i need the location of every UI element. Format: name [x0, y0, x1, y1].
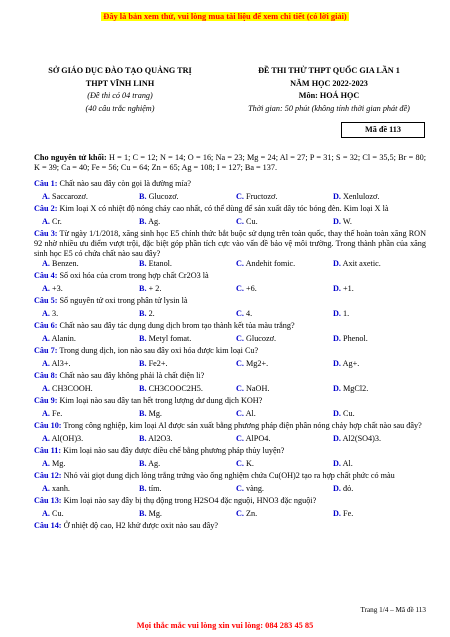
answer-option	[42, 359, 71, 369]
option-letter: B.	[139, 458, 147, 468]
answer-option	[333, 259, 381, 269]
option-letter: B.	[139, 333, 147, 343]
answer-option	[139, 217, 160, 227]
question-text: Ở nhiệt độ cao, H2 khử được oxit nào sau đây?	[61, 521, 218, 531]
answer-option	[236, 409, 256, 419]
option-letter: A.	[42, 508, 50, 518]
department-name: SỞ GIÁO DỤC ĐÀO TẠO QUẢNG TRỊ	[48, 66, 192, 75]
option-letter: C.	[236, 483, 244, 493]
answer-option	[236, 384, 269, 394]
question-text: Chất nào sau đây còn gọi là đường mía?	[57, 179, 192, 188]
option-letter: B.	[139, 283, 147, 293]
option-text: Ag.	[148, 216, 161, 226]
question-6	[34, 321, 426, 334]
answer-option	[236, 509, 257, 519]
option-text: K.	[246, 458, 254, 468]
option-text: Al.	[245, 408, 256, 418]
option-letter: B.	[139, 408, 147, 418]
preview-banner	[0, 12, 450, 22]
question-label: Câu 13:	[34, 496, 62, 506]
option-letter: D.	[333, 283, 341, 293]
option-letter: D.	[333, 483, 341, 493]
option-text: Etanol.	[148, 258, 172, 268]
option-letter: B.	[139, 483, 147, 493]
option-letter: A.	[42, 333, 50, 343]
option-letter: A.	[42, 191, 50, 201]
option-letter: D.	[333, 508, 341, 518]
question-label: Câu 11:	[34, 446, 62, 456]
answer-option	[333, 384, 368, 394]
answer-option	[139, 192, 179, 202]
option-letter: B.	[139, 358, 147, 368]
answer-option	[236, 192, 277, 202]
answer-option	[236, 434, 270, 444]
answer-option	[139, 334, 191, 344]
answer-option	[236, 459, 254, 469]
answer-option	[42, 509, 64, 519]
option-letter: C.	[236, 433, 244, 443]
question-14	[34, 521, 426, 534]
option-text: + 2.	[148, 283, 162, 293]
answer-options	[34, 459, 426, 472]
option-text: Mg.	[52, 458, 66, 468]
option-text: Fe.	[343, 508, 354, 518]
time-limit: Thời gian: 50 phút (không tính thời gian phát đề)	[248, 103, 410, 113]
answer-option	[42, 459, 65, 469]
answer-option	[236, 309, 252, 319]
answer-option	[333, 409, 355, 419]
option-text: Glucozơ.	[148, 191, 179, 201]
option-letter: D.	[333, 308, 341, 318]
option-letter: A.	[42, 308, 50, 318]
answer-option	[139, 259, 172, 269]
option-letter: C.	[236, 258, 244, 268]
option-letter: A.	[42, 408, 50, 418]
option-letter: D.	[333, 191, 341, 201]
option-letter: D.	[333, 333, 341, 343]
answer-option	[236, 359, 268, 369]
answer-option	[236, 284, 257, 294]
answer-option	[139, 284, 161, 294]
option-text: 2.	[148, 308, 155, 318]
option-text: Mg.	[148, 508, 162, 518]
answer-option	[236, 217, 258, 227]
option-text: Fe.	[52, 408, 63, 418]
option-letter: D.	[333, 458, 341, 468]
question-label: Câu 12:	[34, 471, 62, 481]
page-number: Trang 1/4 – Mã đề 113	[360, 606, 426, 614]
exam-title: ĐỀ THI THỬ THPT QUỐC GIA LẦN 1	[258, 66, 400, 75]
option-letter: A.	[42, 358, 50, 368]
option-letter: C.	[236, 458, 244, 468]
question-4	[34, 271, 426, 284]
answer-options	[34, 434, 426, 447]
option-text: Andehit fomic.	[245, 258, 296, 268]
answer-option	[333, 459, 353, 469]
option-letter: B.	[139, 433, 147, 443]
page-count-note: (Đề thi có 04 trang)	[87, 91, 153, 100]
option-text: Al2(SO4)3.	[342, 433, 382, 443]
option-letter: C.	[236, 216, 244, 226]
option-text: CH3COOH.	[52, 383, 93, 393]
option-text: CH3COOC2H5.	[148, 383, 203, 393]
option-letter: A.	[42, 433, 50, 443]
option-text: Xenlulozơ.	[343, 191, 380, 201]
option-text: Saccarozơ.	[52, 191, 88, 201]
option-text: Al2O3.	[148, 433, 173, 443]
answer-options	[34, 192, 426, 205]
option-text: vàng.	[246, 483, 264, 493]
option-text: +3.	[52, 283, 63, 293]
question-text: Kim loại nào sau đây tan hết trong lượng dư dung dịch KOH?	[57, 396, 263, 406]
contact-footer: Mọi thắc mắc vui lòng xin vui lòng: 084 283 45 85	[136, 621, 314, 630]
question-text: Trong dung dịch, ion nào sau đây oxi hóa được kim loại Cu?	[57, 346, 259, 356]
answer-option	[139, 459, 160, 469]
answer-option	[333, 217, 352, 227]
option-letter: B.	[139, 383, 147, 393]
option-text: Zn.	[246, 508, 258, 518]
question-text: Số oxi hóa của crom trong hợp chất Cr2O3 là	[57, 271, 209, 281]
option-letter: B.	[139, 216, 147, 226]
option-text: MgCl2.	[343, 383, 369, 393]
school-header	[20, 66, 220, 116]
answer-options	[34, 484, 426, 497]
question-label: Câu 10:	[34, 421, 62, 431]
option-text: Metyl fomat.	[148, 333, 192, 343]
option-text: Al.	[342, 458, 353, 468]
option-letter: D.	[333, 408, 341, 418]
answer-option	[139, 509, 162, 519]
option-letter: A.	[42, 283, 50, 293]
option-text: Ag+.	[342, 358, 360, 368]
question-5	[34, 296, 426, 309]
question-text: Chất nào sau đây tác dụng dung dịch brom tạo thành kết tủa màu trắng?	[57, 321, 295, 331]
answer-option	[333, 309, 349, 319]
option-text: Fructozơ.	[246, 191, 278, 201]
option-letter: C.	[236, 308, 244, 318]
answer-option	[42, 384, 93, 394]
option-letter: D.	[333, 433, 341, 443]
atomic-masses	[34, 153, 426, 173]
school-name: THPT VĨNH LINH	[85, 78, 155, 88]
question-label: Câu 14:	[34, 521, 62, 531]
option-text: 4.	[246, 308, 253, 318]
answer-option	[42, 334, 76, 344]
answer-option	[333, 284, 354, 294]
option-letter: C.	[236, 383, 244, 393]
question-text: Nhỏ vài giọt dung dịch lòng trắng trứng vào ống nghiệm chứa Cu(OH)2 tạo ra hợp chất phức có màu	[61, 471, 395, 481]
option-text: xanh.	[52, 483, 70, 493]
question-11	[34, 446, 426, 459]
option-text: Axit axetic.	[342, 258, 381, 268]
option-letter: D.	[333, 258, 341, 268]
answer-option	[333, 359, 359, 369]
question-3	[34, 229, 426, 259]
question-text: Chất nào sau đây không phải là chất điện li?	[57, 371, 205, 381]
option-letter: A.	[42, 458, 50, 468]
option-text: +1.	[343, 283, 354, 293]
option-text: Al(OH)3.	[51, 433, 84, 443]
question-12	[34, 471, 426, 484]
question-label: Câu 5:	[34, 296, 58, 306]
answer-option	[236, 334, 276, 344]
answer-option	[42, 309, 58, 319]
question-text: Kim loại nào sau đây được điều chế bằng phương pháp thủy luyện?	[61, 446, 285, 456]
answer-option	[236, 259, 295, 269]
question-13	[34, 496, 426, 509]
option-letter: A.	[42, 383, 50, 393]
option-text: đỏ.	[343, 483, 354, 493]
question-text: Từ ngày 1/1/2018, xăng sinh học E5 chính thức bắt buộc sử dụng trên toàn quốc, thay thế hoàn toàn xăng RON 92 nhờ nhiều ưu điểm vượt trội, đặc biệt góp phần tích cực vào vấn đề bảo vệ môi trường. Trong thành phần của xăng sinh học E5 có chứa chất nào sau đây?	[34, 229, 426, 258]
school-year: NĂM HỌC 2022-2023	[290, 78, 368, 88]
answer-option	[139, 484, 162, 494]
option-text: Fe2+.	[148, 358, 168, 368]
option-text: W.	[342, 216, 352, 226]
question-label: Câu 8:	[34, 371, 58, 381]
question-1	[34, 179, 426, 192]
option-letter: B.	[139, 258, 147, 268]
answer-option	[139, 384, 203, 394]
question-10	[34, 421, 426, 434]
option-letter: A.	[42, 216, 50, 226]
option-text: tím.	[148, 483, 162, 493]
question-text: Kim loại X có nhiệt độ nóng chảy cao nhất, có thể dùng để sản xuất dây tóc bóng đèn. Kim loại X là	[57, 204, 389, 213]
question-label: Câu 1:	[34, 179, 58, 188]
question-label: Câu 2:	[34, 204, 58, 213]
option-letter: B.	[139, 508, 147, 518]
answer-option	[236, 484, 264, 494]
option-letter: C.	[236, 333, 244, 343]
question-label: Câu 3:	[34, 229, 58, 238]
option-text: Phenol.	[343, 333, 368, 343]
option-text: Cu.	[52, 508, 64, 518]
option-letter: D.	[333, 358, 341, 368]
option-text: Glucozơ.	[246, 333, 277, 343]
answer-option	[333, 484, 353, 494]
question-7	[34, 346, 426, 359]
option-text: Mg2+.	[246, 358, 269, 368]
option-text: Alanin.	[51, 333, 76, 343]
answer-option	[333, 334, 368, 344]
answer-option	[333, 434, 381, 444]
question-text: Số nguyên tử oxi trong phân tử lysin là	[57, 296, 188, 306]
answer-option	[139, 359, 168, 369]
question-label: Câu 9:	[34, 396, 58, 406]
answer-option	[42, 217, 62, 227]
answer-options	[34, 309, 426, 322]
question-count-note: (40 câu trắc nghiệm)	[85, 103, 155, 113]
option-text: NaOH.	[246, 383, 270, 393]
option-text: 3.	[52, 308, 59, 318]
option-letter: B.	[139, 191, 147, 201]
atomic-masses-values: H = 1; C = 12; N = 14; O = 16; Na = 23; Mg = 24; Al = 27; P = 31; S = 32; Cl = 35,5; Br = 80; K = 39; Ca = 40; Fe = 56; Cu = 64; Zn = 65; Ag = 108; I = 127; Ba = 137.	[34, 153, 426, 172]
option-text: 1.	[343, 308, 350, 318]
atomic-masses-label: Cho nguyên tử khối:	[34, 153, 107, 162]
option-letter: C.	[236, 283, 244, 293]
answer-option	[42, 284, 63, 294]
question-9	[34, 396, 426, 409]
preview-banner-text: Đây là bản xem thử, vui lòng mua tài liệu để xem chi tiết (có lời giải)	[103, 12, 347, 21]
option-text: Cu.	[246, 216, 258, 226]
answer-options	[34, 217, 426, 230]
answer-options	[34, 384, 426, 397]
option-text: Al3+.	[51, 358, 71, 368]
answer-options	[34, 334, 426, 347]
question-8	[34, 371, 426, 384]
option-letter: A.	[42, 483, 50, 493]
exam-header	[222, 66, 436, 116]
subject: Môn: HOÁ HỌC	[298, 91, 360, 100]
answer-option	[333, 192, 379, 202]
option-letter: D.	[333, 216, 341, 226]
option-text: Mg.	[148, 408, 162, 418]
option-letter: C.	[236, 408, 244, 418]
option-text: +6.	[246, 283, 257, 293]
question-text: Kim loại nào say đây bị thụ động trong H2SO4 đặc nguội, HNO3 đặc nguội?	[61, 496, 317, 506]
option-letter: C.	[236, 508, 244, 518]
exam-code-box: Mã đề 113	[341, 122, 425, 138]
option-text: Cr.	[52, 216, 62, 226]
answer-option	[139, 409, 162, 419]
question-label: Câu 7:	[34, 346, 58, 356]
answer-option	[139, 434, 172, 444]
option-text: Ag.	[148, 458, 161, 468]
answer-options	[34, 284, 426, 297]
answer-option	[42, 259, 79, 269]
question-list	[34, 179, 426, 534]
option-text: Cu.	[343, 408, 355, 418]
answer-option	[139, 309, 155, 319]
question-label: Câu 4:	[34, 271, 58, 281]
option-letter: A.	[42, 258, 50, 268]
question-text: Trong công nghiệp, kim loại Al được sản xuất bằng phương pháp điện phân nóng chảy hợp chất nào sau đây?	[61, 421, 422, 431]
answer-options	[34, 359, 426, 372]
option-letter: D.	[333, 383, 341, 393]
answer-options	[34, 409, 426, 422]
answer-option	[42, 192, 88, 202]
option-text: Benzen.	[52, 258, 79, 268]
option-letter: B.	[139, 308, 147, 318]
answer-options	[34, 509, 426, 522]
option-letter: C.	[236, 191, 244, 201]
option-text: AlPO4.	[245, 433, 271, 443]
option-letter: C.	[236, 358, 244, 368]
answer-option	[42, 484, 70, 494]
answer-option	[42, 434, 83, 444]
answer-option	[333, 509, 353, 519]
question-label: Câu 6:	[34, 321, 58, 331]
question-2	[34, 204, 426, 217]
answer-option	[42, 409, 62, 419]
answer-options	[34, 259, 426, 272]
